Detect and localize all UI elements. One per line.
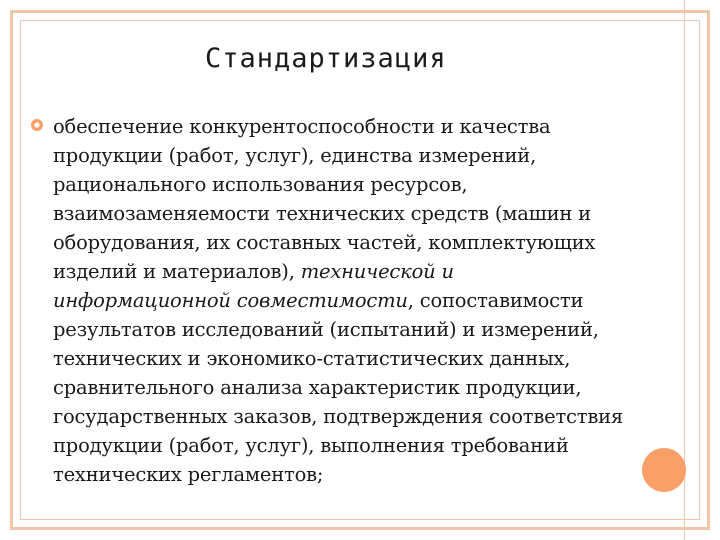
circle-bullet-icon (30, 118, 44, 132)
slide-title: Стандартизация (205, 43, 447, 74)
bullet-text-part2: , сопоставимости результатов исследований (испытаний) и измерений, технических и экономико-статистических данных, сравнительного анализа характеристик продукции, государственных заказов, подтверждения соответствия продукции (работ, услуг), выполнения требований технических регламентов; (53, 289, 624, 486)
bullet-text-italic: технической и информационной совместимости (53, 260, 454, 312)
bullet-text (53, 112, 693, 489)
decorative-orange-circle (642, 448, 686, 492)
bullet-text-part1: обеспечение конкурентоспособности и качества продукции (работ, услуг), единства измерений, рационального использования ресурсов, взаимозаменяемости технических средств (машин и оборудования, их составных частей, комплектующих изделий и материалов), (53, 115, 596, 283)
